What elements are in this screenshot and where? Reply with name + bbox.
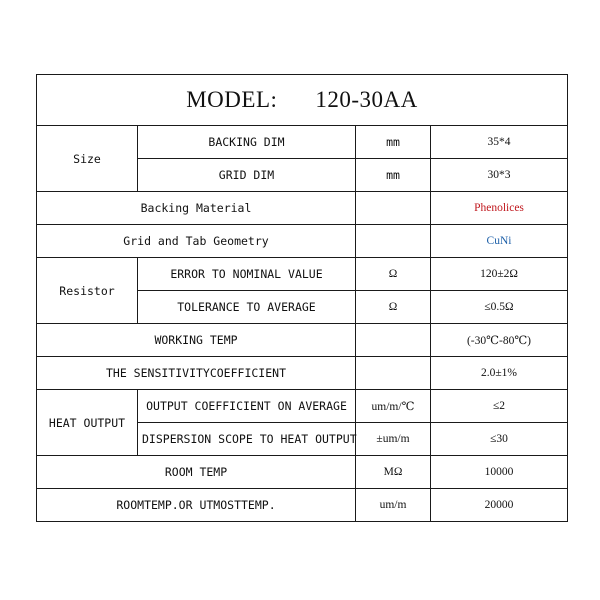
working-temp-unit: [356, 324, 431, 357]
spec-table: [36, 74, 568, 522]
room-utmost-temp-name: ROOMTEMP.OR UTMOSTTEMP.: [37, 489, 356, 522]
table-row: [37, 324, 568, 357]
backing-material-unit: [356, 192, 431, 225]
room-utmost-temp-unit: um/m: [356, 489, 431, 522]
grid-tab-geometry-value: CuNi: [431, 225, 568, 258]
backing-material-value: Phenolices: [431, 192, 568, 225]
table-row: [37, 258, 568, 291]
working-temp-name: WORKING TEMP: [37, 324, 356, 357]
output-coefficient-value: ≤2: [431, 390, 568, 423]
table-row: [37, 126, 568, 159]
room-temp-value: 10000: [431, 456, 568, 489]
grid-tab-geometry-unit: [356, 225, 431, 258]
spec-sheet: [36, 74, 567, 524]
grid-tab-geometry-name: Grid and Tab Geometry: [37, 225, 356, 258]
backing-dim-name: BACKING DIM: [138, 126, 356, 159]
table-row: [37, 390, 568, 423]
output-coefficient-unit: um/m/℃: [356, 390, 431, 423]
heat-output-label: HEAT OUTPUT: [37, 390, 138, 456]
table-row: [37, 192, 568, 225]
room-utmost-temp-value: 20000: [431, 489, 568, 522]
grid-dim-value: 30*3: [431, 159, 568, 192]
dispersion-scope-value: ≤30: [431, 423, 568, 456]
size-label: Size: [37, 126, 138, 192]
dispersion-scope-unit: ±um/m: [356, 423, 431, 456]
table-row: [37, 456, 568, 489]
grid-dim-name: GRID DIM: [138, 159, 356, 192]
error-nominal-value: 120±2Ω: [431, 258, 568, 291]
model-title: [37, 75, 568, 126]
model-number: 120-30AA: [315, 87, 418, 112]
backing-dim-value: 35*4: [431, 126, 568, 159]
resistor-label: Resistor: [37, 258, 138, 324]
error-nominal-unit: Ω: [356, 258, 431, 291]
backing-dim-unit: mm: [356, 126, 431, 159]
table-row: [37, 225, 568, 258]
sensitivity-value: 2.0±1%: [431, 357, 568, 390]
backing-material-name: Backing Material: [37, 192, 356, 225]
output-coefficient-name: OUTPUT COEFFICIENT ON AVERAGE: [138, 390, 356, 423]
room-temp-name: ROOM TEMP: [37, 456, 356, 489]
sensitivity-name: THE SENSITIVITYCOEFFICIENT: [37, 357, 356, 390]
room-temp-unit: MΩ: [356, 456, 431, 489]
tolerance-average-unit: Ω: [356, 291, 431, 324]
table-row: [37, 357, 568, 390]
working-temp-value: (-30℃-80℃): [431, 324, 568, 357]
table-row: [37, 489, 568, 522]
title-row: [37, 75, 568, 126]
grid-dim-unit: mm: [356, 159, 431, 192]
tolerance-average-name: TOLERANCE TO AVERAGE: [138, 291, 356, 324]
tolerance-average-value: ≤0.5Ω: [431, 291, 568, 324]
dispersion-scope-name: DISPERSION SCOPE TO HEAT OUTPUT: [138, 423, 356, 456]
sensitivity-unit: [356, 357, 431, 390]
model-label: MODEL:: [186, 87, 278, 112]
error-nominal-name: ERROR TO NOMINAL VALUE: [138, 258, 356, 291]
